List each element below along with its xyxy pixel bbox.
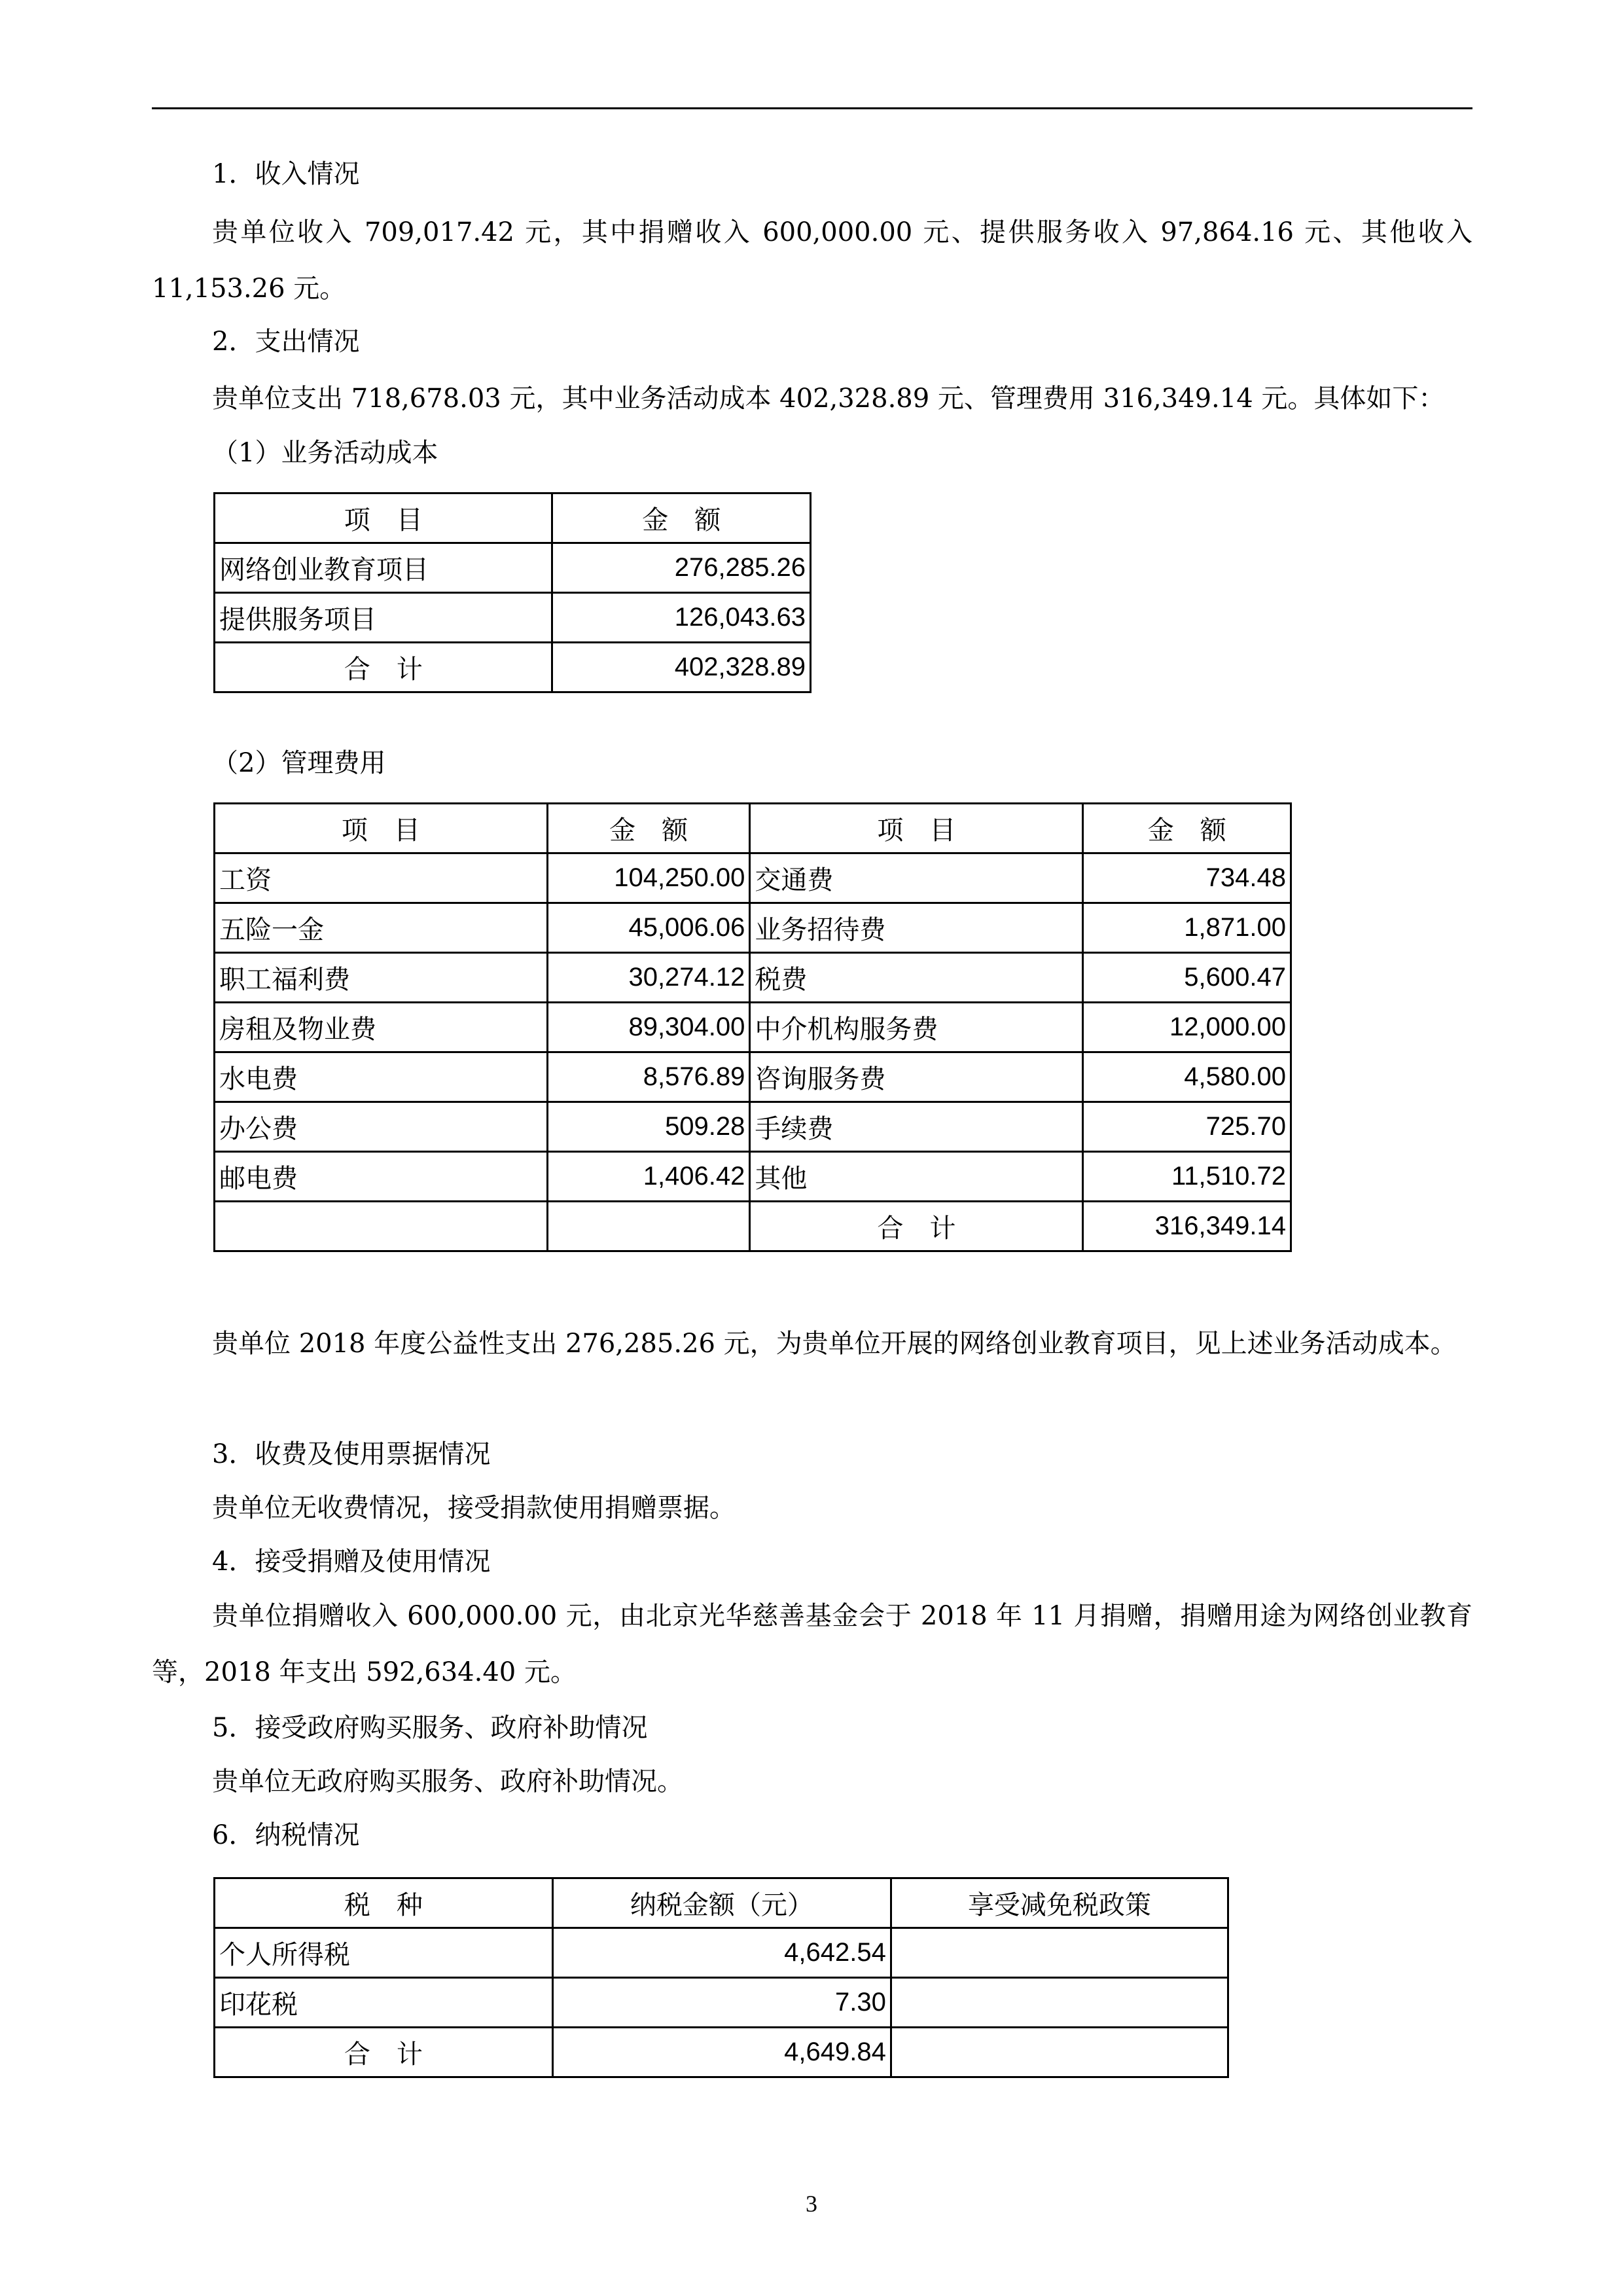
- amount-cell: 104,250.00: [547, 853, 750, 903]
- column-header-tax-type: 税 种: [215, 1878, 553, 1928]
- table-row: [215, 853, 1291, 903]
- section-heading-donations: 4．接受捐赠及使用情况: [212, 1547, 491, 1577]
- section-heading-income: 1．收入情况: [212, 159, 360, 189]
- column-header-tax-amount: 纳税金额（元）: [552, 1878, 891, 1928]
- amount-cell: 4,580.00: [1083, 1052, 1291, 1102]
- column-header-item: 项 目: [215, 804, 548, 853]
- total-amount: 316,349.14: [1083, 1202, 1291, 1251]
- amount-cell: 12,000.00: [1083, 1003, 1291, 1052]
- tax-relief-cell: [891, 2028, 1228, 2077]
- amount-cell: 45,006.06: [547, 903, 750, 953]
- header-rule: [152, 107, 1472, 109]
- amount-cell: 1,871.00: [1083, 903, 1291, 953]
- empty-cell: [215, 1202, 548, 1251]
- amount-cell: 5,600.47: [1083, 953, 1291, 1003]
- item-cell: 网络创业教育项目: [215, 543, 552, 593]
- amount-cell: 89,304.00: [547, 1003, 750, 1052]
- column-header-item: 项 目: [215, 493, 552, 543]
- table-header-row: [215, 1878, 1228, 1928]
- table-row: [215, 1152, 1291, 1202]
- tax-table: [213, 1877, 1229, 2078]
- table-total-row: [215, 2028, 1228, 2077]
- amount-cell: 30,274.12: [547, 953, 750, 1003]
- amount-cell: 126,043.63: [552, 593, 811, 643]
- table-row: [215, 1003, 1291, 1052]
- amount-cell: 11,510.72: [1083, 1152, 1291, 1202]
- page-number: 3: [806, 2191, 817, 2217]
- total-amount: 402,328.89: [552, 643, 811, 692]
- empty-cell: [547, 1202, 750, 1251]
- column-header-amount: 金 额: [1083, 804, 1291, 853]
- fees-paragraph: 贵单位无收费情况，接受捐款使用捐赠票据。: [212, 1493, 736, 1523]
- item-cell: 邮电费: [215, 1152, 548, 1202]
- amount-cell: 276,285.26: [552, 543, 811, 593]
- item-cell: 水电费: [215, 1052, 548, 1102]
- table-row: [215, 903, 1291, 953]
- item-cell: 税费: [750, 953, 1083, 1003]
- section-heading-government: 5．接受政府购买服务、政府补助情况: [212, 1713, 648, 1743]
- item-cell: 提供服务项目: [215, 593, 552, 643]
- tax-amount-cell: 4,642.54: [552, 1928, 891, 1978]
- tax-amount-cell: 7.30: [552, 1978, 891, 2028]
- item-cell: 手续费: [750, 1102, 1083, 1152]
- column-header-amount: 金 额: [547, 804, 750, 853]
- column-header-item: 项 目: [750, 804, 1083, 853]
- total-label: 合 计: [215, 643, 552, 692]
- item-cell: 办公费: [215, 1102, 548, 1152]
- expense-paragraph: 贵单位支出 718,678.03 元，其中业务活动成本 402,328.89 元、管理费用 316,349.14 元。具体如下：: [212, 384, 1445, 414]
- public-welfare-paragraph: 贵单位 2018 年度公益性支出 276,285.26 元，为贵单位开展的网络创业教育项目，见上述业务活动成本。: [212, 1329, 1457, 1359]
- item-cell: 其他: [750, 1152, 1083, 1202]
- amount-cell: 1,406.42: [547, 1152, 750, 1202]
- table-total-row: [215, 643, 811, 692]
- section-heading-tax: 6．纳税情况: [212, 1820, 360, 1850]
- item-cell: 五险一金: [215, 903, 548, 953]
- subheading-business-cost: （1）业务活动成本: [212, 438, 438, 468]
- amount-cell: 8,576.89: [547, 1052, 750, 1102]
- table-row: [215, 1102, 1291, 1152]
- amount-cell: 734.48: [1083, 853, 1291, 903]
- table-row: [215, 953, 1291, 1003]
- item-cell: 职工福利费: [215, 953, 548, 1003]
- table-total-row: [215, 1202, 1291, 1251]
- section-heading-expense: 2．支出情况: [212, 327, 360, 357]
- tax-type-cell: 个人所得税: [215, 1928, 553, 1978]
- total-amount: 4,649.84: [552, 2028, 891, 2077]
- table-row: [215, 543, 811, 593]
- table-row: [215, 593, 811, 643]
- table-row: [215, 1052, 1291, 1102]
- total-label: 合 计: [215, 2028, 553, 2077]
- table-header-row: [215, 493, 811, 543]
- table-header-row: [215, 804, 1291, 853]
- tax-relief-cell: [891, 1978, 1228, 2028]
- business-cost-table: [213, 492, 812, 693]
- column-header-tax-relief: 享受减免税政策: [891, 1878, 1228, 1928]
- item-cell: 交通费: [750, 853, 1083, 903]
- income-paragraph: 贵单位收入 709,017.42 元，其中捐赠收入 600,000.00 元、提供服务收入 97,864.16 元、其他收入 11,153.26 元。: [152, 217, 1472, 304]
- amount-cell: 509.28: [547, 1102, 750, 1152]
- item-cell: 工资: [215, 853, 548, 903]
- government-paragraph: 贵单位无政府购买服务、政府补助情况。: [212, 1767, 683, 1797]
- item-cell: 咨询服务费: [750, 1052, 1083, 1102]
- subheading-management-expense: （2）管理费用: [212, 748, 386, 778]
- section-heading-fees: 3．收费及使用票据情况: [212, 1439, 491, 1469]
- tax-type-cell: 印花税: [215, 1978, 553, 2028]
- item-cell: 业务招待费: [750, 903, 1083, 953]
- total-label: 合 计: [750, 1202, 1083, 1251]
- item-cell: 房租及物业费: [215, 1003, 548, 1052]
- table-row: [215, 1978, 1228, 2028]
- column-header-amount: 金 额: [552, 493, 811, 543]
- amount-cell: 725.70: [1083, 1102, 1291, 1152]
- item-cell: 中介机构服务费: [750, 1003, 1083, 1052]
- donations-paragraph: 贵单位捐赠收入 600,000.00 元，由北京光华慈善基金会于 2018 年 11 月捐赠，捐赠用途为网络创业教育等，2018 年支出 592,634.40 元。: [152, 1601, 1472, 1687]
- tax-relief-cell: [891, 1928, 1228, 1978]
- management-expense-table: [213, 802, 1292, 1252]
- table-row: [215, 1928, 1228, 1978]
